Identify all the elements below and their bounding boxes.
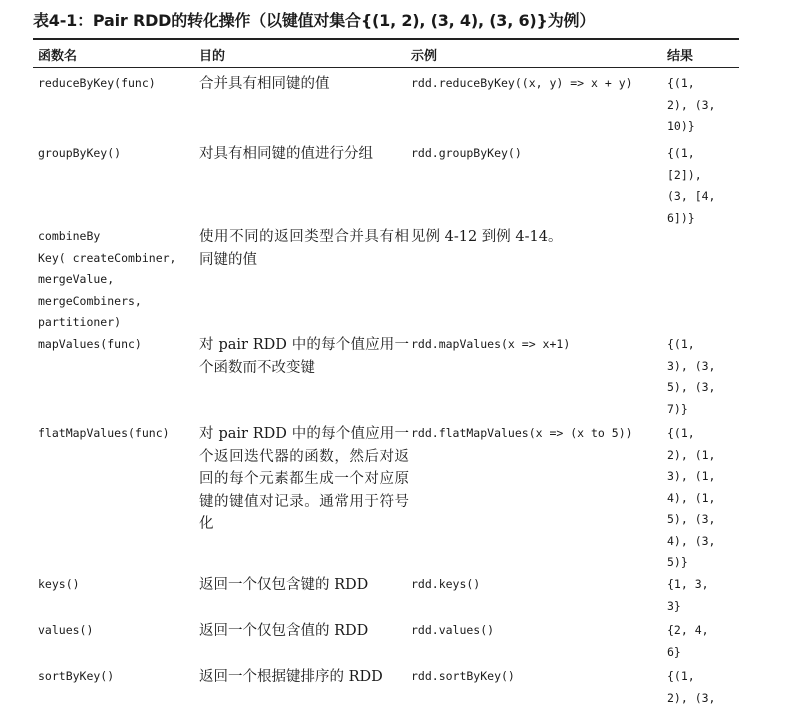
function-name: combineBy Key( createCombiner, mergeValue, mergeCombiners, partitioner) bbox=[38, 229, 177, 329]
header-example: 示例 bbox=[411, 49, 438, 64]
function-name: sortByKey() bbox=[38, 669, 115, 683]
function-name: mapValues(func) bbox=[38, 337, 142, 351]
function-name: reduceByKey(func) bbox=[38, 76, 156, 90]
function-example: rdd.values() bbox=[411, 623, 495, 637]
function-result: {(1, 2), (3, 10)} bbox=[667, 76, 716, 133]
function-result: {(1, [2]), (3, [4, 6])} bbox=[667, 146, 716, 225]
function-name: values() bbox=[38, 623, 94, 637]
function-name: keys() bbox=[38, 577, 80, 591]
function-result: {(1, 3), (3, 5), (3, 7)} bbox=[667, 337, 716, 416]
function-example: rdd.keys() bbox=[411, 577, 481, 591]
header-purpose: 目的 bbox=[199, 49, 226, 64]
table-row bbox=[33, 138, 739, 225]
function-example: rdd.sortByKey() bbox=[411, 669, 515, 683]
table-caption: 表4-1：Pair RDD的转化操作（以键值对集合{(1, 2), (3, 4), (3, 6)}为例） bbox=[33, 11, 596, 30]
function-example: rdd.reduceByKey((x, y) => x + y) bbox=[411, 76, 633, 90]
table-row bbox=[33, 221, 739, 329]
function-purpose: 对具有相同键的值进行分组 bbox=[199, 146, 373, 162]
function-example: rdd.mapValues(x => x+1) bbox=[411, 337, 571, 351]
function-example: rdd.groupByKey() bbox=[411, 146, 522, 160]
function-result: {1, 3, 3} bbox=[667, 577, 709, 613]
function-result: {(1, 2), (3, bbox=[667, 669, 716, 705]
function-example: 见例 4-12 到例 4-14。 bbox=[411, 229, 563, 245]
table-row bbox=[33, 569, 739, 615]
table-header bbox=[33, 40, 739, 68]
function-result: {2, 4, 6} bbox=[667, 623, 709, 659]
function-example: rdd.flatMapValues(x => (x to 5)) bbox=[411, 426, 633, 440]
function-purpose: 返回一个仅包含键的 RDD bbox=[199, 577, 369, 593]
function-purpose: 对 pair RDD 中的每个值应用一个返回迭代器的函数，然后对返回的每个元素都生成一个对应原键的键值对记录。通常用于符号化 bbox=[199, 426, 409, 532]
function-purpose: 返回一个根据键排序的 RDD bbox=[199, 669, 383, 685]
table-row bbox=[33, 418, 739, 569]
function-result: {(1, 2), (1, 3), (1, 4), (1, 5), (3, 4), (3, 5)} bbox=[667, 426, 716, 569]
function-purpose: 使用不同的返回类型合并具有相同键的值 bbox=[199, 229, 409, 268]
table-row bbox=[33, 68, 739, 138]
function-purpose: 对 pair RDD 中的每个值应用一个函数而不改变键 bbox=[199, 337, 409, 376]
function-name: flatMapValues(func) bbox=[38, 426, 170, 440]
header-function-name: 函数名 bbox=[38, 49, 78, 64]
pair-rdd-transformations-table bbox=[33, 38, 739, 711]
table-row bbox=[33, 615, 739, 661]
header-result: 结果 bbox=[667, 49, 694, 64]
table-row bbox=[33, 329, 739, 418]
function-purpose: 返回一个仅包含值的 RDD bbox=[199, 623, 369, 639]
function-purpose: 合并具有相同键的值 bbox=[199, 76, 330, 92]
function-name: groupByKey() bbox=[38, 146, 122, 160]
table-row bbox=[33, 661, 739, 711]
